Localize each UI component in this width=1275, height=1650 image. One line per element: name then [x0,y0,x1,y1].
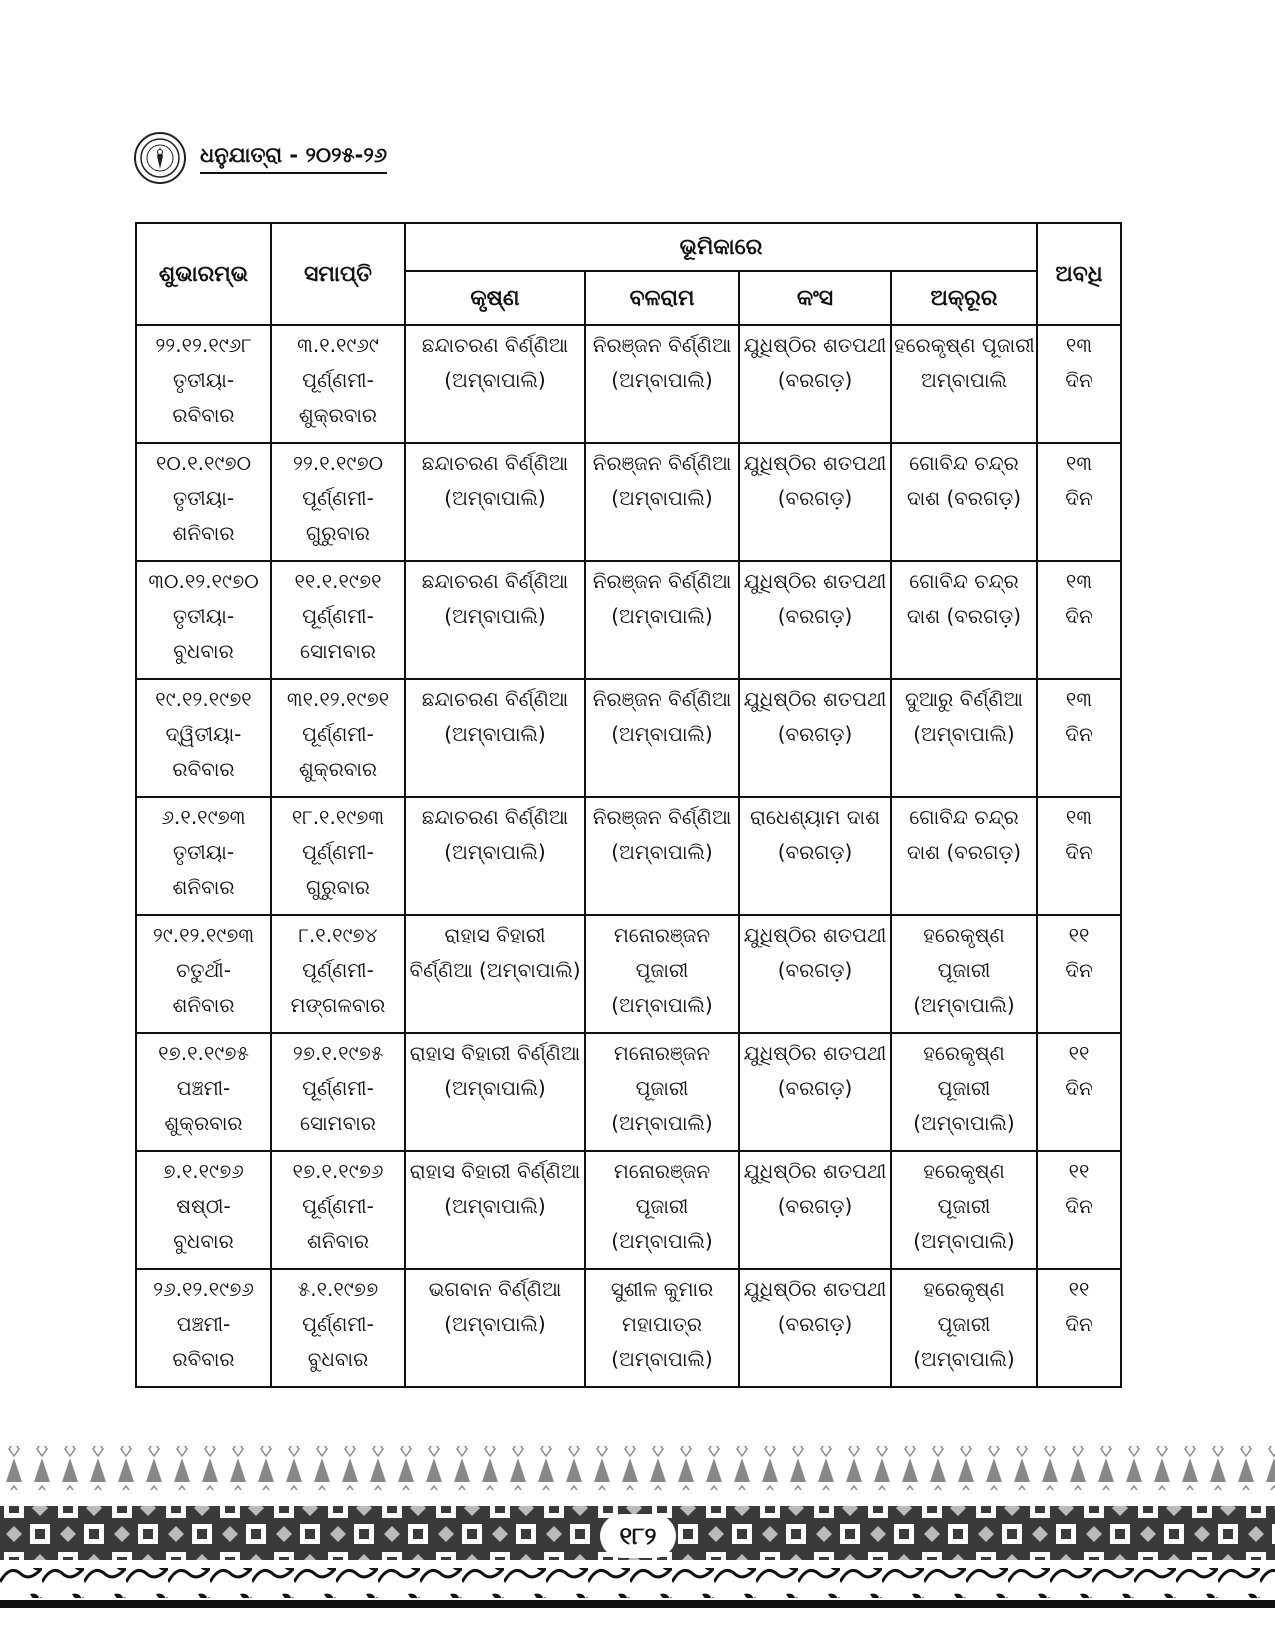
cell-start [136,797,271,915]
cell-text: ପୂଜାରୀ [635,1076,689,1100]
cell-text: ଦୁଆରୁ ବିର୍ଣ୍ଣିଆ [905,687,1023,711]
cell-text: (ଅମ୍ବାପାଲି) [611,486,713,510]
cell-text: ହରେକୃଷ୍ଣ [923,1277,1005,1301]
cell-text: ଗୋବିନ୍ଦ ଚନ୍ଦ୍ର [909,805,1019,829]
cell-text: (ବରଗଡ଼) [777,486,853,510]
cell-text: (ଅମ୍ବାପାଲି) [444,604,546,628]
cell-text: ମଙ୍ଗଳବାର [290,993,386,1017]
cell-text: (ଅମ୍ବାପାଲି) [444,1194,546,1218]
cell-text: ପଞ୍ଚମୀ- [176,1312,231,1336]
cell-text: ୩୦.୧୨.୧୯୭୦ [148,569,259,593]
cell-kansa [739,1151,891,1269]
header-title: ଧନୁଯାତ୍ରା - ୨୦୨୫-୨୬ [200,143,387,174]
cell-text: ପଞ୍ଚମୀ- [176,1076,231,1100]
table-row [136,561,1121,679]
cell-text: ପୂର୍ଣ୍ଣମୀ- [302,368,374,392]
cell-start [136,1033,271,1151]
cell-text: ନିରଞ୍ଜନ ବିର୍ଣ୍ଣିଆ [592,687,732,711]
cell-text: ଗୋବିନ୍ଦ ଚନ୍ଦ୍ର [909,451,1019,475]
cell-text: ୧୧ [1068,1041,1090,1065]
cell-kansa [739,1033,891,1151]
cell-balaram [585,1151,739,1269]
cell-duration [1037,443,1121,561]
col-header-start: ଶୁଭାରମ୍ଭ [136,223,271,325]
institution-seal-icon [134,132,186,184]
cell-text: ନିରଞ୍ଜନ ବିର୍ଣ୍ଣିଆ [592,333,732,357]
cell-text: ୮.୧.୧୯୭୪ [298,923,378,947]
cell-krishna [405,325,585,443]
cell-end [271,1033,405,1151]
cell-text: ସୋମବାର [300,639,376,663]
cell-start [136,325,271,443]
cell-text: ୧୩ [1065,333,1093,357]
cell-text: ସୁଶୀଳ କୁମାର [610,1277,714,1301]
cell-text: ୧୩ [1065,569,1093,593]
cell-text: ଶୁକ୍ରବାର [164,1111,243,1135]
cell-krishna [405,1033,585,1151]
cell-text: ନିରଞ୍ଜନ ବିର୍ଣ୍ଣିଆ [592,569,732,593]
cell-end [271,797,405,915]
cell-text: ଦ୍ୱିତୀୟା- [165,722,242,746]
cell-text: (ଅମ୍ବାପାଲି) [913,722,1015,746]
cell-text: (ଅମ୍ବାପାଲି) [611,993,713,1017]
cell-duration [1037,1269,1121,1387]
cell-text: ଦିନ [1065,604,1093,628]
cell-text: ଯୁଧିଷ୍ଠିର ଶତପଥୀ [743,451,887,475]
cell-text: ପୂର୍ଣ୍ଣମୀ- [302,1076,374,1100]
cell-text: ଦିନ [1065,1076,1093,1100]
cell-text: ଛନ୍ଦାଚରଣ ବିର୍ଣ୍ଣିଆ [421,805,569,829]
cell-balaram [585,679,739,797]
cell-krishna [405,679,585,797]
cell-text: ସୋମବାର [300,1111,376,1135]
cell-text: (ଅମ୍ବାପାଲି) [913,993,1015,1017]
cell-text: (ବରଗଡ଼) [777,1194,853,1218]
cell-text: ବିର୍ଣ୍ଣିଆ (ଅମ୍ବାପାଲି) [409,958,581,982]
cell-text: ୧୯.୧୨.୧୯୭୧ [155,687,252,711]
cell-text: (ଅମ୍ବାପାଲି) [611,368,713,392]
cell-balaram [585,561,739,679]
cell-duration [1037,1033,1121,1151]
cell-text: ଶୁକ୍ରବାର [298,757,378,781]
cell-text: ୫.୧.୧୯୭୭ [297,1277,379,1301]
cell-krishna [405,561,585,679]
table-row [136,1033,1121,1151]
cell-text: ଦାଶ (ବରଗଡ଼) [906,840,1022,864]
cell-text: ଛନ୍ଦାଚରଣ ବିର୍ଣ୍ଣିଆ [421,451,569,475]
cell-text: ତୃତୀୟା- [172,604,235,628]
cell-end [271,325,405,443]
cell-text: ୬.୧.୧୯୭୩ [161,805,246,829]
cell-text: ଯୁଧିଷ୍ଠିର ଶତପଥୀ [743,1041,887,1065]
cell-end [271,561,405,679]
cell-text: ଗୁରୁବାର [306,521,370,545]
cell-akrura [891,915,1037,1033]
cell-duration [1037,325,1121,443]
cell-text: ତୃତୀୟା- [172,368,235,392]
table-row [136,1269,1121,1387]
cell-text: ୩୧.୧୨.୧୯୭୧ [286,687,390,711]
cell-text: ୧୩ [1065,805,1093,829]
cell-text: ୧୮.୧.୧୯୭୩ [291,805,385,829]
cell-text: ୧୧ [1068,1277,1090,1301]
cell-text: ନିରଞ୍ଜନ ବିର୍ଣ୍ଣିଆ [592,451,732,475]
cell-text: ଦିନ [1065,722,1093,746]
cell-duration [1037,797,1121,915]
cell-text: ୨୨.୧୨.୧୯୬୮ [155,333,252,357]
cell-akrura [891,443,1037,561]
cell-akrura [891,1151,1037,1269]
cell-text: (ଅମ୍ବାପାଲି) [913,1229,1015,1253]
col-header-akrura: ଅକ୍ରୂର [891,271,1037,325]
cell-text: ମନୋରଞ୍ଜନ [613,1041,711,1065]
cell-balaram [585,915,739,1033]
cell-text: (ଅମ୍ବାପାଲି) [611,840,713,864]
cell-duration [1037,1151,1121,1269]
cell-krishna [405,797,585,915]
cell-text: ଛନ୍ଦାଚରଣ ବିର୍ଣ୍ଣିଆ [421,333,569,357]
cell-text: ତୃତୀୟା- [172,840,235,864]
cell-text: ରାହାସ ବିହାରୀ [444,923,546,947]
cell-text: ବୁଧବାର [173,1229,234,1253]
col-header-duration: ଅବଧି [1037,223,1121,325]
cell-text: ଦିନ [1065,1312,1093,1336]
cell-text: ହରେକୃଷ୍ଣ [923,1159,1005,1183]
cell-text: ୭.୧.୧୯୭୬ [163,1159,244,1183]
cell-text: ୧୩ [1065,687,1093,711]
cell-text: ବୁଧବାର [173,639,234,663]
cell-start [136,679,271,797]
cell-krishna [405,1151,585,1269]
cell-kansa [739,797,891,915]
cell-text: (ଅମ୍ବାପାଲି) [444,722,546,746]
cell-balaram [585,443,739,561]
cell-text: ହରେକୃଷ୍ଣ [923,1041,1005,1065]
cell-text: ମନୋରଞ୍ଜନ [613,923,711,947]
cell-text: ରବିବାର [172,403,235,427]
cell-akrura [891,1033,1037,1151]
cell-text: ୩.୧.୧୯୬୯ [297,333,379,357]
cell-text: ଅମ୍ବାପାଲି [921,368,1007,392]
cell-text: (ବରଗଡ଼) [777,840,853,864]
cell-text: ପୂଜାରୀ [937,1076,991,1100]
cell-text: ଯୁଧିଷ୍ଠିର ଶତପଥୀ [743,1277,887,1301]
cell-text: ତୃତୀୟା- [172,486,235,510]
page-header [134,132,387,184]
cell-text: ଛନ୍ଦାଚରଣ ବିର୍ଣ୍ଣିଆ [421,569,569,593]
cell-text: (ବରଗଡ଼) [777,604,853,628]
cell-kansa [739,915,891,1033]
dhanuyatra-schedule-table [135,222,1122,1388]
cell-text: ପୂର୍ଣ୍ଣମୀ- [302,1194,374,1218]
cell-text: ମନୋରଞ୍ଜନ [613,1159,711,1183]
cell-end [271,1151,405,1269]
cell-text: (ଅମ୍ବାପାଲି) [444,486,546,510]
cell-text: ଯୁଧିଷ୍ଠିର ଶତପଥୀ [743,333,887,357]
cell-end [271,443,405,561]
cell-start [136,1269,271,1387]
cell-text: ପୂର୍ଣ୍ଣମୀ- [302,722,374,746]
cell-kansa [739,443,891,561]
cell-text: ଶନିବାର [306,1229,370,1253]
cell-start [136,915,271,1033]
cell-text: (ଅମ୍ବାପାଲି) [444,1312,546,1336]
cell-text: ଦିନ [1065,1194,1093,1218]
table-row [136,915,1121,1033]
cell-akrura [891,561,1037,679]
cell-text: ରାହାସ ବିହାରୀ ବିର୍ଣ୍ଣିଆ [409,1159,581,1183]
cell-text: (ଅମ୍ବାପାଲି) [611,1347,713,1371]
cell-text: (ଅମ୍ବାପାଲି) [913,1347,1015,1371]
col-header-kansa: କଂସ [739,271,891,325]
cell-text: ଦିନ [1065,486,1093,510]
col-header-end: ସମାପ୍ତି [271,223,405,325]
cell-text: ପୂଜାରୀ [635,1194,689,1218]
cell-text: (ଅମ୍ବାପାଲି) [444,368,546,392]
cell-start [136,561,271,679]
cell-krishna [405,443,585,561]
cell-end [271,915,405,1033]
cell-balaram [585,325,739,443]
cell-text: (ବରଗଡ଼) [777,722,853,746]
cell-text: ଯୁଧିଷ୍ଠିର ଶତପଥୀ [743,1159,887,1183]
cell-text: ପୂଜାରୀ [937,1194,991,1218]
col-header-krishna: କୃଷ୍ଣ [405,271,585,325]
cell-text: ନିରଞ୍ଜନ ବିର୍ଣ୍ଣିଆ [592,805,732,829]
cell-text: ଶନିବାର [172,993,235,1017]
cell-duration [1037,679,1121,797]
cell-text: ପୂଜାରୀ [635,958,689,982]
cell-text: ୨୨.୧.୧୯୭୦ [292,451,384,475]
cell-text: ୧୩ [1065,451,1093,475]
cell-balaram [585,797,739,915]
cell-text: ହରେକୃଷ୍ଣ ପୂଜାରୀ [894,333,1035,357]
cell-text: ଗୋବିନ୍ଦ ଚନ୍ଦ୍ର [909,569,1019,593]
cell-duration [1037,915,1121,1033]
cell-text: ଶନିବାର [172,875,235,899]
cell-text: ରବିବାର [172,757,235,781]
cell-text: (ଅମ୍ବାପାଲି) [611,604,713,628]
cell-text: ପୂର୍ଣ୍ଣମୀ- [302,840,374,864]
cell-text: ୧୧.୧.୧୯୭୧ [294,569,382,593]
cell-kansa [739,325,891,443]
cell-text: ପୂଜାରୀ [937,1312,991,1336]
cell-balaram [585,1033,739,1151]
cell-kansa [739,679,891,797]
cell-text: (ବରଗଡ଼) [777,1076,853,1100]
cell-text: ଛନ୍ଦାଚରଣ ବିର୍ଣ୍ଣିଆ [421,687,569,711]
cell-text: ୨୯.୧୨.୧୯୭୩ [152,923,255,947]
cell-text: ୨୭.୧.୧୯୭୫ [292,1041,384,1065]
cell-start [136,1151,271,1269]
cell-akrura [891,325,1037,443]
cell-text: (ଅମ୍ବାପାଲି) [913,1111,1015,1135]
cell-text: (ଅମ୍ବାପାଲି) [444,840,546,864]
cell-text: ୨୬.୧୨.୧୯୭୬ [153,1277,254,1301]
cell-text: ଯୁଧିଷ୍ଠିର ଶତପଥୀ [743,569,887,593]
cell-start [136,443,271,561]
cell-text: ଯୁଧିଷ୍ଠିର ଶତପଥୀ [743,687,887,711]
cell-text: ପୂର୍ଣ୍ଣମୀ- [302,958,374,982]
cell-text: ୧୭.୧.୧୯୭୬ [292,1159,384,1183]
cell-krishna [405,1269,585,1387]
cell-akrura [891,679,1037,797]
col-header-roles-group: ଭୂମିକାରେ [405,223,1037,271]
cell-text: ଗୁରୁବାର [306,875,370,899]
table-row [136,443,1121,561]
cell-text: ବୁଧବାର [307,1347,369,1371]
cell-text: ଶନିବାର [172,521,235,545]
cell-text: ଯୁଧିଷ୍ଠିର ଶତପଥୀ [743,923,887,947]
col-header-balaram: ବଳରାମ [585,271,739,325]
cell-text: (ବରଗଡ଼) [777,1312,853,1336]
footer-border-ornament [0,1440,1275,1620]
cell-text: ୧୭.୧.୧୯୭୫ [158,1041,249,1065]
cell-end [271,1269,405,1387]
cell-text: ଚତୁର୍ଥୀ- [175,958,232,982]
cell-text: ଷଷ୍ଠୀ- [176,1194,231,1218]
cell-text: ଭଗବାନ ବିର୍ଣ୍ଣିଆ [428,1277,562,1301]
table-row [136,797,1121,915]
cell-krishna [405,915,585,1033]
cell-text: ମହାପାତ୍ର [621,1312,703,1336]
cell-text: (ଅମ୍ବାପାଲି) [444,1076,546,1100]
table-row [136,679,1121,797]
cell-text: ଦାଶ (ବରଗଡ଼) [906,604,1022,628]
cell-balaram [585,1269,739,1387]
cell-text: (ଅମ୍ବାପାଲି) [611,1111,713,1135]
cell-text: (ଅମ୍ବାପାଲି) [611,1229,713,1253]
cell-akrura [891,1269,1037,1387]
cell-akrura [891,797,1037,915]
table-row [136,325,1121,443]
cell-text: ୧୧ [1068,1159,1090,1183]
cell-text: ୧୧ [1068,923,1090,947]
cell-text: ପୂର୍ଣ୍ଣମୀ- [302,604,374,628]
cell-text: (ଅମ୍ବାପାଲି) [611,722,713,746]
cell-text: ଦାଶ (ବରଗଡ଼) [906,486,1022,510]
cell-text: (ବରଗଡ଼) [777,368,853,392]
cell-text: ୧୦.୧.୧୯୭୦ [155,451,252,475]
table-row [136,1151,1121,1269]
cell-text: ଦିନ [1065,840,1093,864]
cell-text: ରବିବାର [172,1347,235,1371]
cell-text: ପୂର୍ଣ୍ଣମୀ- [302,1312,374,1336]
cell-kansa [739,1269,891,1387]
cell-kansa [739,561,891,679]
cell-end [271,679,405,797]
page-number: ୧୮୨ [600,1514,676,1558]
cell-text: ରାଧେଶ୍ୟାମ ଦାଶ [750,805,880,829]
cell-text: ରାହାସ ବିହାରୀ ବିର୍ଣ୍ଣିଆ [409,1041,581,1065]
cell-text: ଶୁକ୍ରବାର [298,403,378,427]
cell-text: ହରେକୃଷ୍ଣ [923,923,1005,947]
cell-duration [1037,561,1121,679]
cell-text: ପୂର୍ଣ୍ଣମୀ- [302,486,374,510]
cell-text: ପୂଜାରୀ [937,958,991,982]
cell-text: ଦିନ [1065,368,1093,392]
cell-text: (ବରଗଡ଼) [777,958,853,982]
cell-text: ଦିନ [1065,958,1093,982]
